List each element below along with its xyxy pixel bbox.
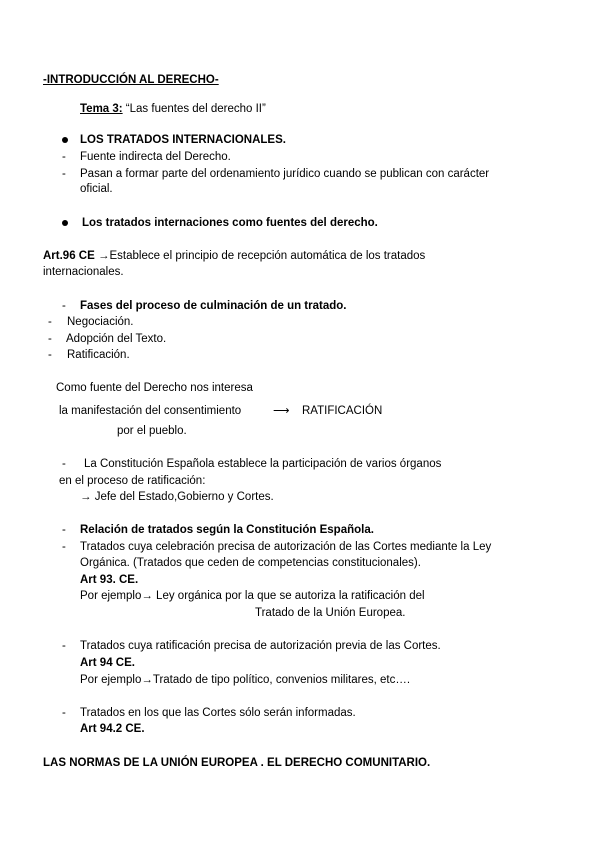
constitucion-line: La Constitución Española establece la participación de varios órganos: [84, 458, 442, 470]
arrow-icon: →: [94, 250, 110, 262]
dash-marker: -: [62, 300, 66, 312]
fuente-intro: Como fuente del Derecho nos interesa: [56, 382, 253, 394]
fuente-line: la manifestación del consentimiento: [59, 405, 242, 417]
bullet-dot-icon: [62, 220, 68, 226]
example-line: Por ejemplo→Tratado de tipo político, convenios militares, etc….: [80, 674, 411, 686]
example-continuation: Tratado de la Unión Europea.: [255, 607, 406, 619]
dash-marker: -: [62, 151, 66, 163]
list-item: Fuente indirecta del Derecho.: [80, 151, 231, 163]
dash-marker: -: [62, 168, 66, 180]
fuente-continuation: por el pueblo.: [117, 425, 187, 437]
tema-label: Tema 3:: [80, 103, 123, 115]
dash-marker: -: [62, 524, 66, 536]
final-heading: LAS NORMAS DE LA UNIÓN EUROPEA . EL DERECHO COMUNITARIO.: [43, 757, 431, 769]
dash-marker: -: [48, 316, 52, 328]
list-item: Pasan a formar parte del ordenamiento jurídico cuando se publican con carácter: [80, 168, 490, 180]
art96-line: [43, 249, 425, 263]
long-arrow-icon: ⟶: [273, 405, 290, 417]
dash-marker: -: [48, 349, 52, 361]
relacion-item: Tratados en los que las Cortes sólo serán informadas.: [80, 707, 356, 719]
constitucion-line: en el proceso de ratificación:: [59, 475, 206, 487]
article-ref: Art 93. CE.: [80, 574, 139, 586]
art96-continuation: internacionales.: [43, 266, 124, 278]
tema-text: “Las fuentes del derecho II”: [122, 103, 266, 115]
dash-marker: -: [48, 333, 52, 345]
ratificacion-label: RATIFICACIÓN: [302, 405, 383, 417]
art96-text: Establece el principio de recepción automática de los tratados: [109, 250, 426, 262]
art96-label: Art.96 CE: [43, 250, 95, 262]
bullet-dot-icon: [62, 137, 68, 143]
section-heading-fuentes: Los tratados internaciones como fuentes del derecho.: [82, 217, 378, 229]
fase-item: Adopción del Texto.: [66, 333, 167, 345]
fases-heading: Fases del proceso de culminación de un tratado.: [80, 300, 347, 312]
relacion-item-continuation: Orgánica. (Tratados que ceden de competencias constitucionales).: [80, 557, 421, 569]
relacion-heading: Relación de tratados según la Constitución Española.: [80, 524, 374, 536]
fase-item: Negociación.: [67, 316, 134, 328]
constitucion-organs: → Jefe del Estado,Gobierno y Cortes.: [80, 491, 274, 503]
dash-marker: -: [62, 707, 66, 719]
list-item-continuation: oficial.: [80, 183, 113, 195]
dash-marker: -: [62, 541, 66, 553]
fase-item: Ratificación.: [67, 349, 130, 361]
article-ref: Art 94 CE.: [80, 657, 135, 669]
relacion-item: Tratados cuya celebración precisa de autorización de las Cortes mediante la Ley: [80, 541, 492, 553]
document-title: -INTRODUCCIÓN AL DERECHO-: [43, 74, 219, 86]
relacion-item: Tratados cuya ratificación precisa de autorización previa de las Cortes.: [80, 640, 441, 652]
example-line: Por ejemplo→ Ley orgánica por la que se autoriza la ratificación del: [80, 590, 425, 602]
section-heading-tratados: LOS TRATADOS INTERNACIONALES.: [80, 134, 286, 146]
dash-marker: -: [62, 640, 66, 652]
article-ref: Art 94.2 CE.: [80, 723, 145, 735]
dash-marker: -: [62, 458, 66, 470]
tema-line: [80, 102, 266, 116]
